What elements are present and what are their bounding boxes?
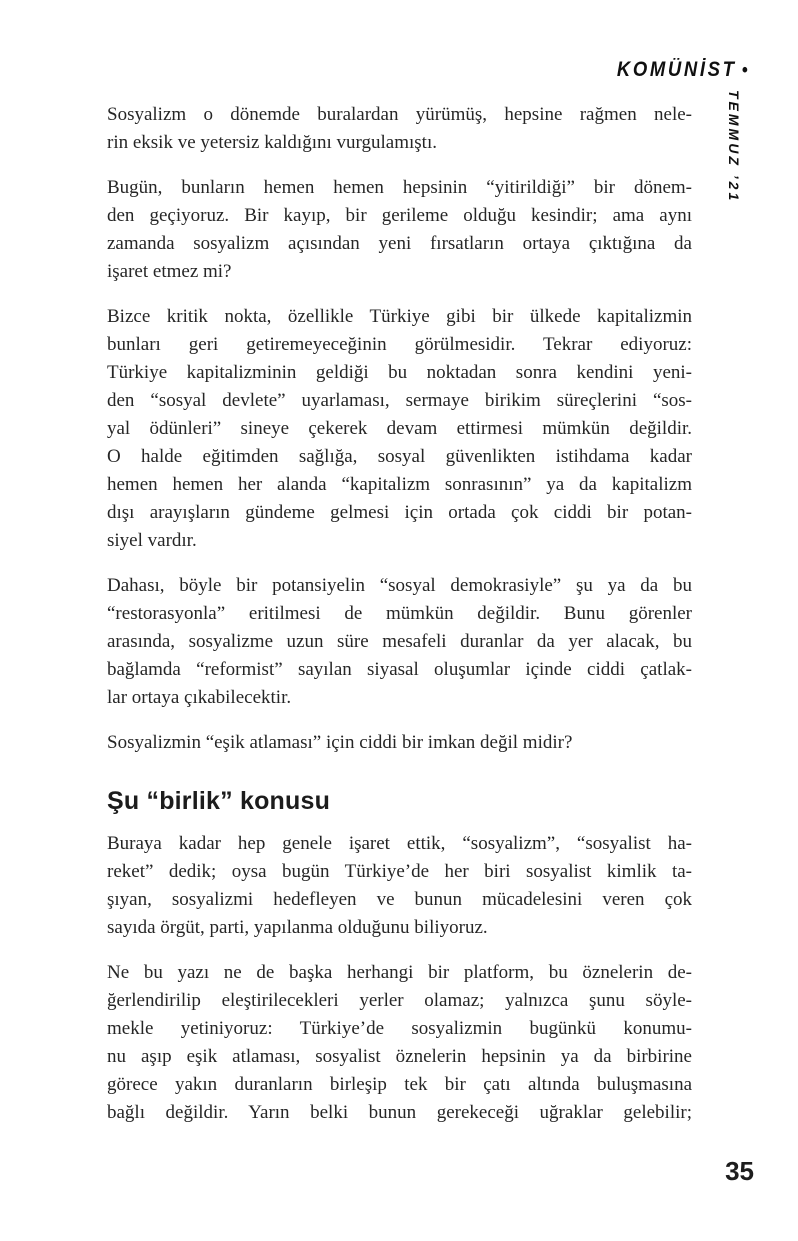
section-heading: Şu “birlik” konusu [107,787,331,815]
text-line: rin eksik ve yetersiz kaldığını vurgulamıştı. [107,132,437,153]
text-line: Sosyalizmin “eşik atlaması” için ciddi bir imkan değil midir? [107,732,573,753]
paragraph [107,830,692,942]
paragraph [107,174,692,286]
text-line: den “sosyal devlete” uyarlaması, sermaye birikim süreçlerini “sos- [107,390,692,411]
text-line: işaret etmez mi? [107,261,232,282]
text-line: Buraya kadar hep genele işaret ettik, “sosyalizm”, “sosyalist ha- [107,833,692,854]
text-line: sayıda örgüt, parti, yapılanma olduğunu biliyoruz. [107,917,488,938]
text-line: bunları geri getiremeyeceğinin görülmesidir. Tekrar ediyoruz: [107,334,692,355]
text-line: O halde eğitimden sağlığa, sosyal güvenlikten istihdama kadar [107,446,692,467]
text-line: görece yakın duranların birleşip tek bir çatı altında buluşmasına [107,1074,692,1095]
text-line: Ne bu yazı ne de başka herhangi bir platform, bu öznelerin de- [107,962,692,983]
text-line: arasında, sosyalizme uzun süre mesafeli duranlar da yer alacak, bu [107,631,692,652]
text-line: ğerlendirilip eleştirilecekleri yerler olamaz; yalnızca şunu söyle- [107,990,692,1011]
text-line: “restorasyonla” eritilmesi de mümkün değildir. Bunu görenler [107,603,692,624]
page-number: 35 [725,1156,754,1186]
paragraph [107,101,692,157]
text-line: bağlı değildir. Yarın belki bunun gerekeceği uğraklar gelebilir; [107,1102,692,1123]
paragraph [107,572,692,712]
text-line: bağlamda “reformist” sayılan siyasal oluşumlar içinde ciddi çatlak- [107,659,692,680]
magazine-title: KOMÜNİST [617,58,737,81]
paragraph [107,303,692,555]
text-line: Dahası, böyle bir potansiyelin “sosyal demokrasiyle” şu ya da bu [107,575,692,596]
text-line: Bizce kritik nokta, özellikle Türkiye gibi bir ülkede kapitalizmin [107,306,692,327]
text-line: reket” dedik; oysa bugün Türkiye’de her biri sosyalist kimlik ta- [107,861,692,882]
running-head [617,58,748,82]
article-body [107,101,692,1144]
bullet-icon: • [742,60,748,81]
text-line: mekle yetiniyoruz: Türkiye’de sosyalizmin bugünkü konumu- [107,1018,692,1039]
text-line: dışı arayışların gündeme gelmesi için ortada çok ciddi bir potan- [107,502,692,523]
text-line: Sosyalizm o dönemde buralardan yürümüş, hepsine rağmen nele- [107,104,692,125]
text-line: Bugün, bunların hemen hemen hepsinin “yitirildiği” bir dönem- [107,177,692,198]
text-line: zamanda sosyalizm açısından yeni fırsatların ortaya çıktığına da [107,233,692,254]
text-line: lar ortaya çıkabilecektir. [107,687,292,708]
text-line: Türkiye kapitalizminin geldiği bu noktadan sonra kendini yeni- [107,362,692,383]
text-line: nu aşıp eşik atlaması, sosyalist öznelerin hepsinin ya da birbirine [107,1046,692,1067]
text-line: siyel vardır. [107,530,197,551]
text-line: yal ödünleri” sineye çekerek devam ettirmesi mümkün değildir. [107,418,692,439]
issue-date-vertical: TEMMUZ ’21 [726,90,742,204]
text-line: den geçiyoruz. Bir kayıp, bir gerileme olduğu kesindir; ama aynı [107,205,692,226]
paragraph [107,959,692,1127]
text-line: hemen hemen her alanda “kapitalizm sonrasının” ya da kapitalizm [107,474,692,495]
text-line: şıyan, sosyalizmi hedefleyen ve bunun mücadelesini veren çok [107,889,692,910]
paragraph [107,729,692,757]
